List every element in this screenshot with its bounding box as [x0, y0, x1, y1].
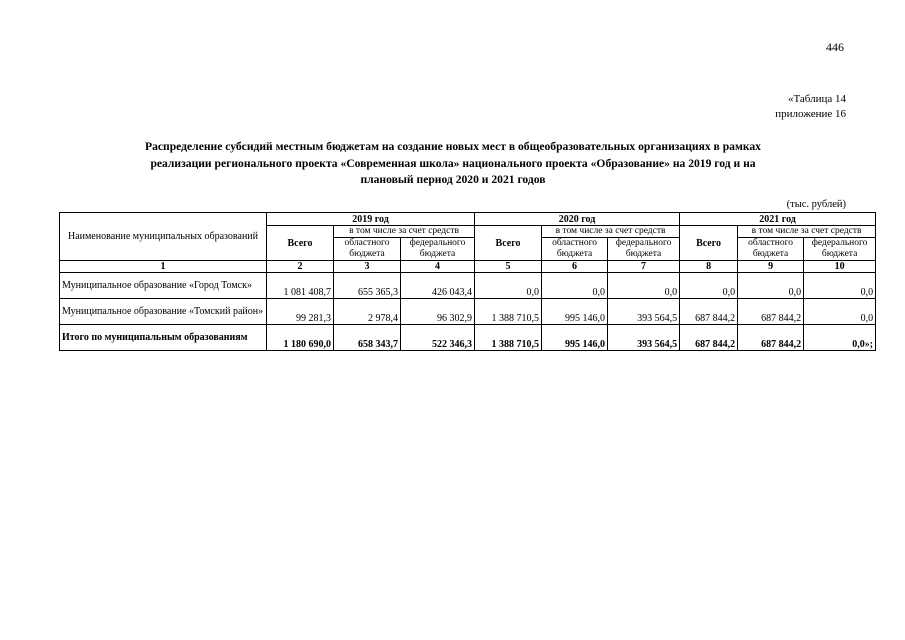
column-number: 5: [475, 261, 542, 273]
table-row: [60, 273, 876, 299]
appendix-number: приложение 16: [775, 108, 846, 120]
total-value-cell: 687 844,2: [738, 325, 804, 351]
municipality-name: Муниципальное образование «Томский район»: [60, 299, 267, 325]
value-cell: 1 388 710,5: [475, 299, 542, 325]
value-cell: 0,0: [804, 273, 876, 299]
column-number: 1: [60, 261, 267, 273]
year-header-2021: 2021 год: [680, 213, 876, 226]
total-column-header: Всего: [475, 226, 542, 261]
total-value-cell: 1 388 710,5: [475, 325, 542, 351]
value-cell: 426 043,4: [401, 273, 475, 299]
value-cell: 2 978,4: [334, 299, 401, 325]
total-row-label: Итого по муниципальным образованиям: [60, 325, 267, 351]
column-number: 8: [680, 261, 738, 273]
column-number: 2: [267, 261, 334, 273]
federal-budget-header: федерального бюджета: [608, 238, 680, 261]
table-number: «Таблица 14: [787, 93, 846, 105]
value-cell: 0,0: [680, 273, 738, 299]
regional-budget-header: областного бюджета: [542, 238, 608, 261]
column-number: 4: [401, 261, 475, 273]
including-header: в том числе за счет средств: [334, 226, 475, 238]
including-header: в том числе за счет средств: [542, 226, 680, 238]
year-header-2020: 2020 год: [475, 213, 680, 226]
table-reference: [775, 92, 846, 122]
value-cell: 0,0: [804, 299, 876, 325]
regional-budget-header: областного бюджета: [334, 238, 401, 261]
total-value-cell: 995 146,0: [542, 325, 608, 351]
federal-budget-header: федерального бюджета: [401, 238, 475, 261]
value-cell: 687 844,2: [680, 299, 738, 325]
value-cell: 99 281,3: [267, 299, 334, 325]
total-value-cell: 1 180 690,0: [267, 325, 334, 351]
total-value-cell: 658 343,7: [334, 325, 401, 351]
title-line: Распределение субсидий местным бюджетам на создание новых мест в общеобразовательных организациях в рамках: [145, 140, 761, 153]
municipality-name: Муниципальное образование «Город Томск»: [60, 273, 267, 299]
units-label: (тыс. рублей): [786, 199, 846, 210]
column-number: 9: [738, 261, 804, 273]
value-cell: 393 564,5: [608, 299, 680, 325]
column-number: 6: [542, 261, 608, 273]
column-number-row: [60, 261, 876, 273]
total-column-header: Всего: [680, 226, 738, 261]
subsidy-table: [59, 212, 876, 351]
value-cell: 1 081 408,7: [267, 273, 334, 299]
value-cell: 655 365,3: [334, 273, 401, 299]
column-number: 7: [608, 261, 680, 273]
column-number: 3: [334, 261, 401, 273]
total-value-cell: 522 346,3: [401, 325, 475, 351]
page-number: 446: [826, 40, 844, 54]
column-number: 10: [804, 261, 876, 273]
total-value-cell: 393 564,5: [608, 325, 680, 351]
year-header-2019: 2019 год: [267, 213, 475, 226]
value-cell: 96 302,9: [401, 299, 475, 325]
regional-budget-header: областного бюджета: [738, 238, 804, 261]
federal-budget-header: федерального бюджета: [804, 238, 876, 261]
name-column-header: Наименование муниципальных образований: [60, 213, 267, 261]
value-cell: 0,0: [475, 273, 542, 299]
value-cell: 995 146,0: [542, 299, 608, 325]
value-cell: 687 844,2: [738, 299, 804, 325]
including-header: в том числе за счет средств: [738, 226, 876, 238]
title-line: реализации регионального проекта «Современная школа» национального проекта «Образование» на 2019 год и на: [150, 156, 756, 170]
table-row: [60, 299, 876, 325]
total-row: [60, 325, 876, 351]
value-cell: 0,0: [542, 273, 608, 299]
total-value-cell: 687 844,2: [680, 325, 738, 351]
total-column-header: Всего: [267, 226, 334, 261]
document-title: [64, 139, 842, 189]
title-line: плановый период 2020 и 2021 годов: [360, 173, 546, 186]
value-cell: 0,0: [738, 273, 804, 299]
total-value-cell: 0,0»;: [804, 325, 876, 351]
value-cell: 0,0: [608, 273, 680, 299]
